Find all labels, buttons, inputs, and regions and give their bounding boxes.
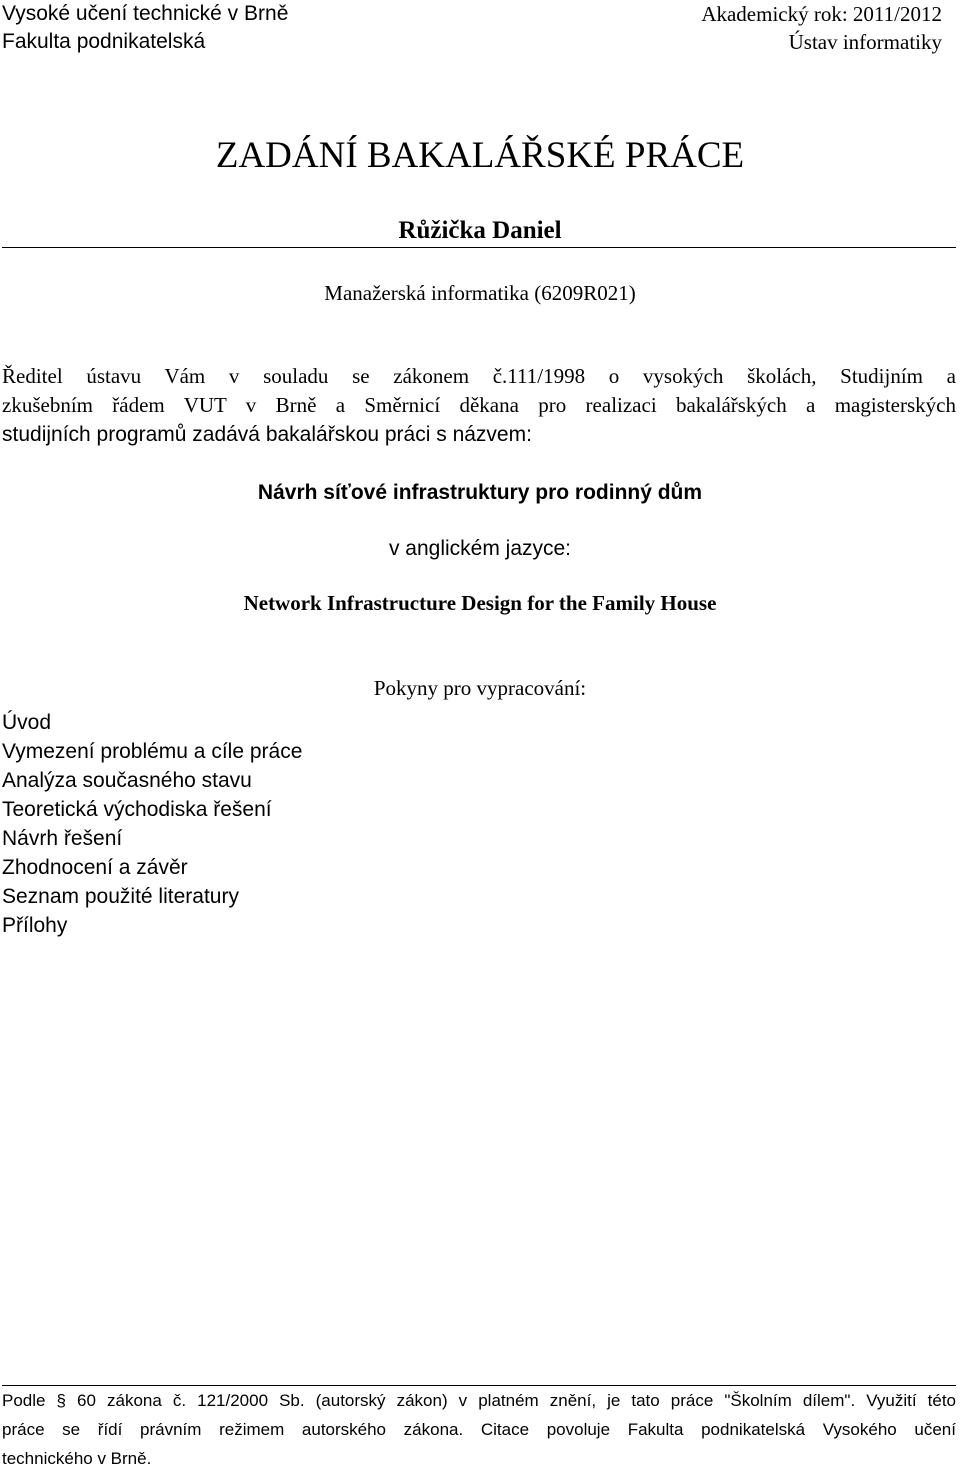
thesis-title-english: Network Infrastructure Design for the Family House <box>243 591 717 615</box>
instructions-heading: Pokyny pro vypracování: <box>373 676 587 700</box>
study-program: Manažerská informatika (6209R021) <box>324 281 636 305</box>
thesis-title-czech: Návrh síťové infrastruktury pro rodinný dům <box>257 481 703 504</box>
footer-line: technického v Brně. <box>2 1449 152 1468</box>
outline-item: Návrh řešení <box>2 827 123 850</box>
outline-item: Seznam použité literatury <box>2 885 239 908</box>
outline-item: Přílohy <box>2 914 68 937</box>
footer-line: Podle § 60 zákona č. 121/2000 Sb. (autorský zákon) v platném znění, je tato práce "Školním dílem". Využití této <box>2 1391 956 1410</box>
footer-line: práce se řídí právním režimem autorského zákona. Citace povoluje Fakulta podnikatelská Vysokého učení <box>2 1420 956 1439</box>
language-label: v anglickém jazyce: <box>388 537 572 560</box>
outline-item: Vymezení problému a cíle práce <box>2 740 303 763</box>
outline-item: Teoretická východiska řešení <box>2 798 272 821</box>
university-name: Vysoké učení technické v Brně <box>2 2 289 25</box>
academic-year: Akademický rok: 2011/2012 <box>701 2 942 26</box>
outline-item: Úvod <box>2 711 52 734</box>
intro-line: Ředitel ústavu Vám v souladu se zákonem č.111/1998 o vysokých školách, Studijním a <box>2 364 956 388</box>
header-divider <box>2 247 956 248</box>
department-name: Ústav informatiky <box>788 30 942 54</box>
faculty-name: Fakulta podnikatelská <box>2 30 206 53</box>
copyright-notice <box>2 1386 956 1473</box>
intro-line: studijních programů zadává bakalářskou práci s názvem: <box>2 423 532 446</box>
thesis-outline <box>2 708 302 940</box>
outline-item: Analýza současného stavu <box>2 769 252 792</box>
outline-item: Zhodnocení a závěr <box>2 856 188 879</box>
intro-line: zkušebním řádem VUT v Brně a Směrnicí děkana pro realizaci bakalářských a magisterských <box>2 393 956 417</box>
student-name: Růžička Daniel <box>398 217 562 244</box>
intro-paragraph <box>2 362 956 449</box>
document-title: ZADÁNÍ BAKALÁŘSKÉ PRÁCE <box>215 135 745 176</box>
